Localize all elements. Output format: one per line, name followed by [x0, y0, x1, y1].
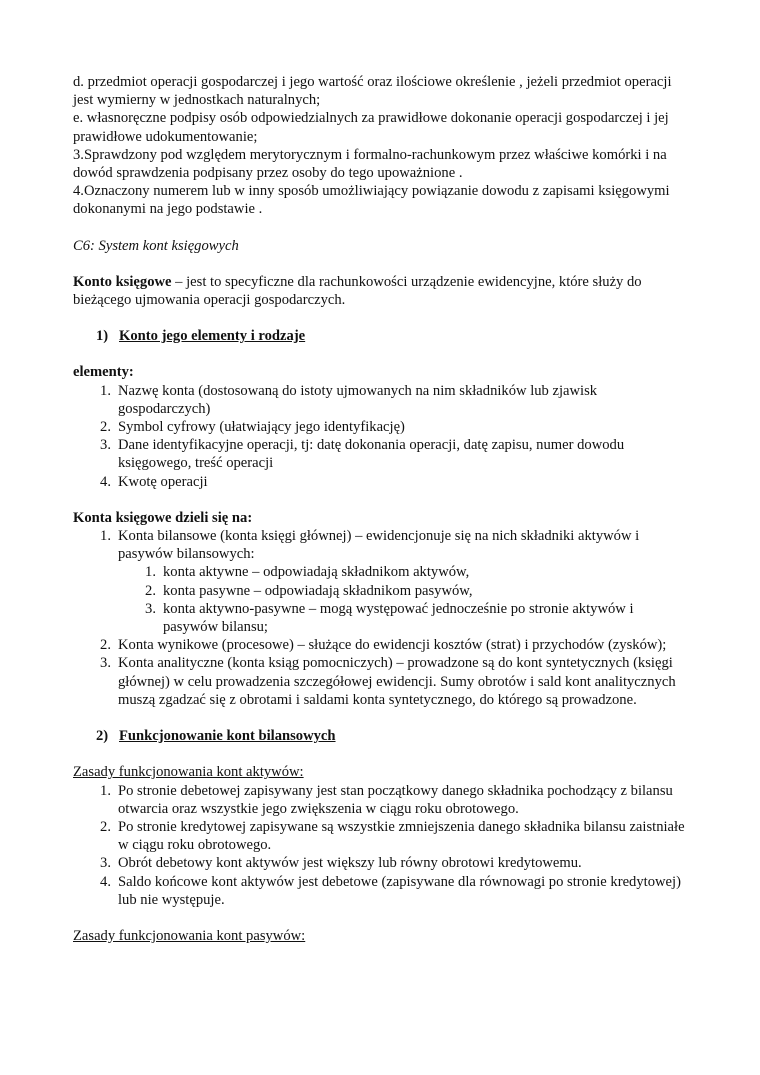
list-item: 1. Po stronie debetowej zapisywany jest stan początkowy danego składnika pochodzący z bilansu otwarcia oraz wszystkie jego zwiększenia w ciągu roku obrotowego. [100, 782, 673, 817]
list-item: 4. Saldo końcowe kont aktywów jest debetowe (zapisywane dla równowagi po stronie kredytowej) lub nie występuje. [100, 873, 681, 908]
heading-elements-types [96, 327, 685, 345]
heading-balance-accounts [96, 727, 685, 745]
list-item: 3. Konta analityczne (konta ksiąg pomocniczych) – prowadzone są do kont syntetycznych (księgi głównej) w celu prowadzenia szczegółowej ewidencji. Sumy obrotów i sald kont analitycznych muszą zgadzać się z obrotami i saldami konta syntetycznego, do którego są prowadzone. [100, 655, 676, 708]
list-item: 1. Nazwę konta (dostosowaną do istoty ujmowanych na nim składników lub zjawisk gospodarczych) [100, 382, 598, 417]
document-content [73, 73, 685, 945]
balance-subtypes-list [73, 563, 685, 636]
active-rules-list [73, 782, 685, 909]
intro-line-e: e. własnoręczne podpisy osób odpowiedzialnych za prawidłowe dokonanie operacji gospodarczej i jej prawidłowe udokumentowanie; [73, 110, 669, 145]
list-item: 2. konta pasywne – odpowiadają składnikom pasywów, [145, 582, 473, 599]
list-item: 2. Symbol cyfrowy (ułatwiający jego identyfikację) [100, 419, 405, 436]
elements-list [73, 382, 685, 491]
list-item: 3. Dane identyfikacyjne operacji, tj: datę dokonania operacji, datę zapisu, numer dowodu księgowego, treść operacji [100, 437, 625, 472]
heading-number: 2) [96, 728, 109, 745]
divisions-list [73, 527, 685, 563]
list-item: 4. Kwotę operacji [100, 473, 208, 490]
list-item: 1. Konta bilansowe (konta księgi głównej) – ewidencjonuje się na nich składniki aktywów i pasywów bilansowych: [100, 528, 640, 563]
heading-text: Funkcjonowanie kont bilansowych [119, 728, 336, 745]
intro-line-4: 4.Oznaczony numerem lub w inny sposób umożliwiający powiązanie dowodu z zapisami księgowymi dokonanymi na jego podstawie . [73, 183, 670, 218]
list-item: 3. konta aktywno-pasywne – mogą występować jednocześnie po stronie aktywów i pasywów bilansu; [145, 600, 634, 636]
list-item: 2. Konta wynikowe (procesowe) – służące do ewidencji kosztów (strat) i przychodów (zysków); [100, 637, 667, 654]
passive-rules-title: Zasady funkcjonowania kont pasywów: [73, 927, 306, 944]
definition-text: – jest to specyficzne dla rachunkowości urządzenie ewidencyjne, które służy do bieżącego ujmowania operacji gospodarczych. [73, 273, 642, 309]
heading-number: 1) [96, 328, 109, 345]
list-item: 3. Obrót debetowy kont aktywów jest większy lub równy obrotowi kredytowemu. [100, 855, 582, 872]
divisions-list-continued [73, 636, 685, 709]
active-rules-title: Zasady funkcjonowania kont aktywów: [73, 764, 304, 781]
section-title: C6: System kont księgowych [73, 237, 239, 254]
intro-line-d: d. przedmiot operacji gospodarczej i jego wartość oraz ilościowe określenie , jeżeli przedmiot operacji jest wymierny w jednostkach naturalnych; [73, 74, 672, 109]
list-item: 1. konta aktywne – odpowiadają składnikom aktywów, [145, 564, 470, 581]
intro-line-3: 3.Sprawdzony pod względem merytorycznym i formalno-rachunkowym przez właściwe komórki i na dowód sprawdzenia podpisany przez osoby do tego upoważnione . [73, 146, 667, 182]
list-item: 2. Po stronie kredytowej zapisywane są wszystkie zmniejszenia danego składnika bilansu zaistniałe w ciągu roku obrotowego. [100, 818, 685, 854]
heading-text: Konto jego elementy i rodzaje [119, 328, 306, 345]
definition-paragraph [73, 273, 685, 309]
elements-label: elementy: [73, 364, 134, 381]
divisions-label: Konta księgowe dzieli się na: [73, 509, 253, 526]
definition-term: Konto księgowe [73, 273, 172, 290]
